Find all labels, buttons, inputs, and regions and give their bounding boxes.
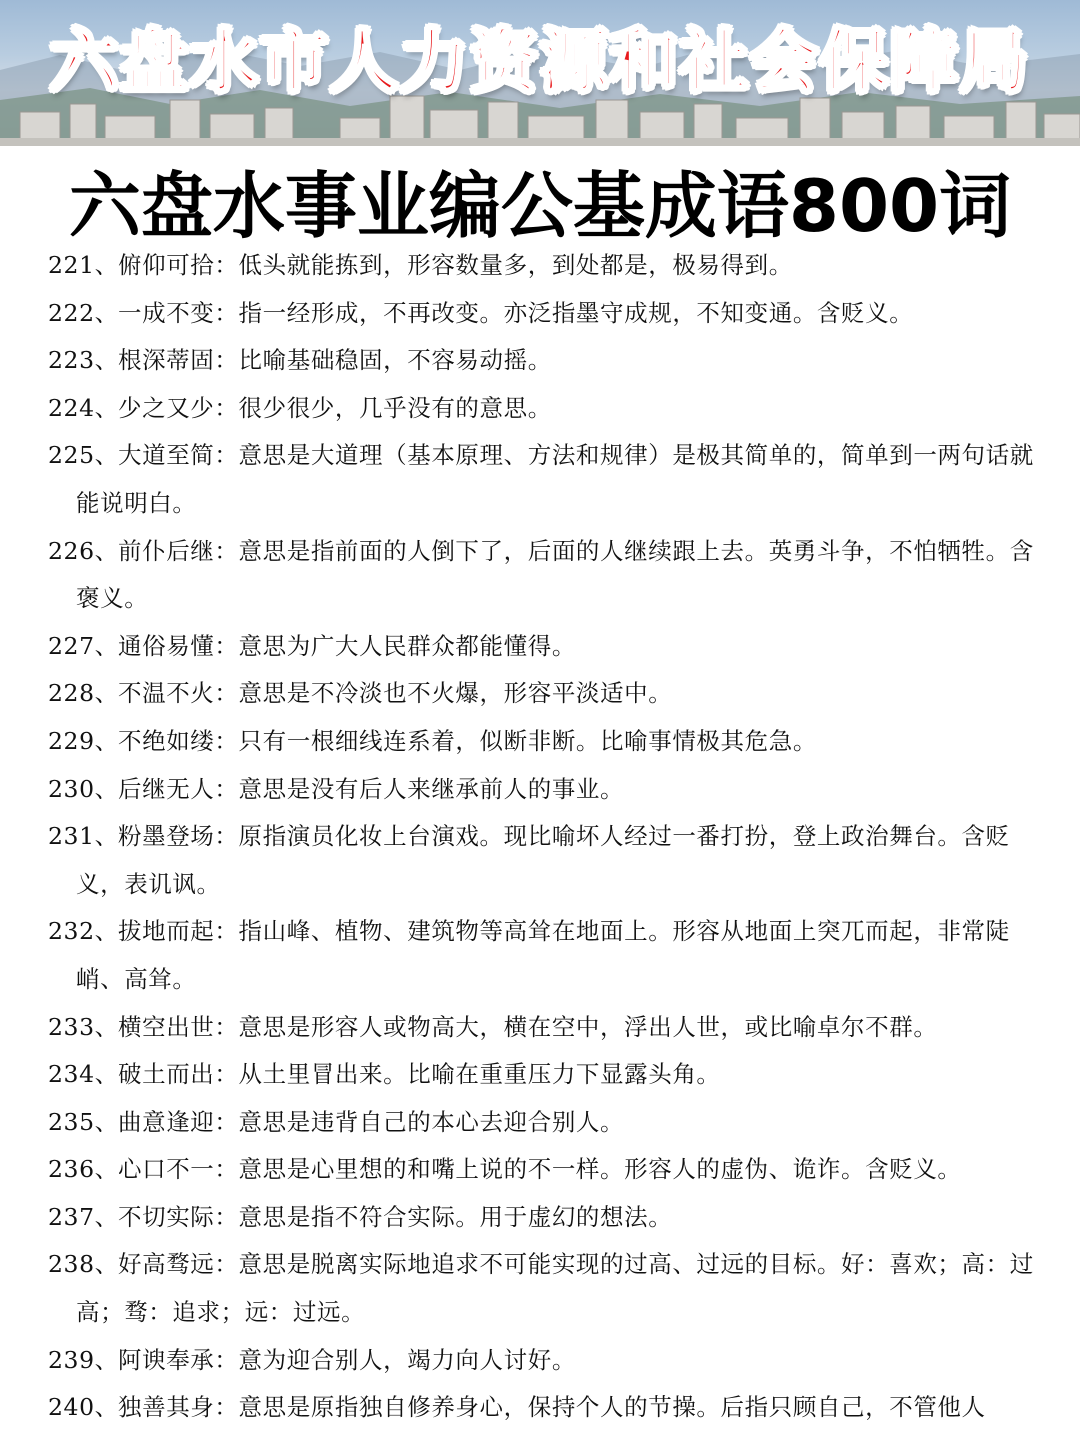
list-item: 224、 少之又少：很少很少，几乎没有的意思。	[0, 385, 1080, 433]
entry-definition: 意思是指前面的人倒下了，后面的人继续跟上去。英勇斗争，不怕牺牲。含褒义。	[76, 536, 1034, 613]
list-item: 223、 根深蒂固：比喻基础稳固，不容易动摇。	[0, 337, 1080, 385]
entry-number: 238、	[48, 1250, 119, 1279]
list-item: 238、 好高骛远：意思是脱离实际地追求不可能实现的过高、过远的目标。好：喜欢；高：过高；骛：追求；远：过远。	[0, 1241, 1080, 1336]
entry-idiom: 俯仰可拾	[118, 251, 215, 279]
entry-idiom: 粉墨登场	[118, 822, 215, 851]
entry-definition: 意思是违背自己的本心去迎合别人。	[238, 1107, 625, 1136]
entry-number: 227、	[48, 631, 119, 660]
entry-number: 229、	[48, 726, 119, 755]
list-item: 225、 大道至简：意思是大道理（基本原理、方法和规律）是极其简单的，简单到一两句话就能说明白。	[0, 432, 1080, 527]
entry-number: 233、	[48, 1012, 119, 1041]
entry-idiom: 不温不火	[118, 679, 215, 708]
list-item: 236、 心口不一：意思是心里想的和嘴上说的不一样。形容人的虚伪、诡诈。含贬义。	[0, 1146, 1080, 1194]
entry-idiom: 阿谀奉承	[118, 1345, 215, 1374]
list-item: 221、 俯仰可拾：低头就能拣到，形容数量多，到处都是，极易得到。	[0, 242, 1080, 290]
list-item: 227、 通俗易懂：意思为广大人民群众都能懂得。	[0, 623, 1080, 671]
entry-definition: 意思是原指独自修养身心，保持个人的节操。后指只顾自己，不管他人	[238, 1393, 986, 1422]
list-item: 233、 横空出世：意思是形容人或物高大，横在空中，浮出人世，或比喻卓尔不群。	[0, 1004, 1080, 1052]
entry-number: 237、	[48, 1202, 119, 1231]
entry-number: 226、	[48, 536, 119, 565]
list-item: 231、 粉墨登场：原指演员化妆上台演戏。现比喻坏人经过一番打扮，登上政治舞台。含贬义，表讥讽。	[0, 813, 1080, 908]
entry-idiom: 前仆后继	[118, 536, 215, 565]
entry-idiom: 曲意逢迎	[118, 1107, 215, 1136]
entry-definition: 意思是不冷淡也不火爆，形容平淡适中。	[238, 679, 673, 708]
list-item: 235、 曲意逢迎：意思是违背自己的本心去迎合别人。	[0, 1099, 1080, 1147]
entry-idiom: 横空出世	[118, 1012, 215, 1041]
entry-number: 232、	[48, 917, 119, 946]
entry-definition: 意思是指不符合实际。用于虚幻的想法。	[238, 1202, 673, 1231]
entry-definition: 低头就能拣到，形容数量多，到处都是，极易得到。	[238, 251, 793, 279]
list-item: 230、 后继无人：意思是没有后人来继承前人的事业。	[0, 766, 1080, 814]
entry-number: 236、	[48, 1155, 119, 1184]
entry-number: 240、	[48, 1393, 119, 1422]
entry-number: 224、	[48, 393, 119, 422]
page-title: 六盘水事业编公基成语800词	[68, 164, 1012, 248]
list-item: 234、 破土而出：从土里冒出来。比喻在重重压力下显露头角。	[0, 1051, 1080, 1099]
list-item: 239、 阿谀奉承：意为迎合别人，竭力向人讨好。	[0, 1337, 1080, 1385]
entry-idiom: 破土而出	[118, 1060, 215, 1089]
list-item: 237、 不切实际：意思是指不符合实际。用于虚幻的想法。	[0, 1194, 1080, 1242]
entry-idiom: 独善其身	[118, 1393, 215, 1422]
entry-idiom: 不绝如缕	[118, 726, 215, 755]
entry-idiom: 不切实际	[118, 1202, 215, 1231]
entry-number: 225、	[48, 441, 119, 470]
entry-idiom: 根深蒂固	[118, 346, 215, 375]
banner-title: 六盘水市人力资源和社会保障局	[49, 23, 1030, 102]
entry-definition: 意思是大道理（基本原理、方法和规律）是极其简单的，简单到一两句话就能说明白。	[76, 441, 1034, 517]
entry-definition: 很少很少，几乎没有的意思。	[238, 393, 552, 422]
header-banner	[0, 0, 1080, 146]
entry-idiom: 一成不变	[118, 298, 215, 327]
list-item: 232、 拔地而起：指山峰、植物、建筑物等高耸在地面上。形容从地面上突兀而起，非常陡峭、高耸。	[0, 908, 1080, 1003]
list-item: 222、 一成不变：指一经形成，不再改变。亦泛指墨守成规，不知变通。含贬义。	[0, 290, 1080, 338]
entry-definition: 原指演员化妆上台演戏。现比喻坏人经过一番打扮，登上政治舞台。含贬义，表讥讽。	[76, 822, 1010, 898]
entry-definition: 指山峰、植物、建筑物等高耸在地面上。形容从地面上突兀而起，非常陡峭、高耸。	[76, 917, 1010, 993]
entry-definition: 从土里冒出来。比喻在重重压力下显露头角。	[238, 1060, 721, 1089]
entry-idiom: 拔地而起	[118, 917, 215, 946]
entry-number: 231、	[48, 822, 119, 851]
entry-number: 228、	[48, 679, 119, 708]
entry-definition: 意思是形容人或物高大，横在空中，浮出人世，或比喻卓尔不群。	[238, 1012, 938, 1041]
entry-idiom: 大道至简	[118, 441, 215, 470]
entry-number: 221、	[48, 251, 119, 279]
entry-number: 222、	[48, 298, 119, 327]
entry-number: 234、	[48, 1060, 119, 1089]
entry-definition: 意思是脱离实际地追求不可能实现的过高、过远的目标。好：喜欢；高：过高；骛：追求；远：过远。	[76, 1250, 1034, 1327]
entry-idiom: 好高骛远	[118, 1250, 215, 1279]
entry-number: 239、	[48, 1345, 119, 1374]
entry-definition: 意思是心里想的和嘴上说的不一样。形容人的虚伪、诡诈。含贬义。	[238, 1155, 962, 1184]
entry-definition: 指一经形成，不再改变。亦泛指墨守成规，不知变通。含贬义。	[238, 298, 914, 327]
entry-idiom: 后继无人	[118, 774, 215, 803]
entry-number: 230、	[48, 774, 119, 803]
list-item: 240、 独善其身：意思是原指独自修养身心，保持个人的节操。后指只顾自己，不管他人	[0, 1384, 1080, 1432]
entry-definition: 只有一根细线连系着，似断非断。比喻事情极其危急。	[238, 726, 817, 755]
list-item: 229、 不绝如缕：只有一根细线连系着，似断非断。比喻事情极其危急。	[0, 718, 1080, 766]
list-item: 226、 前仆后继：意思是指前面的人倒下了，后面的人继续跟上去。英勇斗争，不怕牺牲。含褒义。	[0, 528, 1080, 623]
entry-definition: 意为迎合别人，竭力向人讨好。	[238, 1345, 576, 1374]
entry-definition: 意思是没有后人来继承前人的事业。	[238, 774, 625, 803]
idiom-list	[0, 242, 1080, 1432]
entry-definition: 比喻基础稳固，不容易动摇。	[238, 346, 552, 375]
entry-number: 235、	[48, 1107, 119, 1136]
list-item: 228、 不温不火：意思是不冷淡也不火爆，形容平淡适中。	[0, 670, 1080, 718]
entry-definition: 意思为广大人民群众都能懂得。	[238, 631, 576, 660]
entry-idiom: 心口不一	[118, 1155, 215, 1184]
entry-number: 223、	[48, 346, 119, 375]
entry-idiom: 少之又少	[118, 393, 215, 422]
entry-idiom: 通俗易懂	[118, 631, 215, 660]
